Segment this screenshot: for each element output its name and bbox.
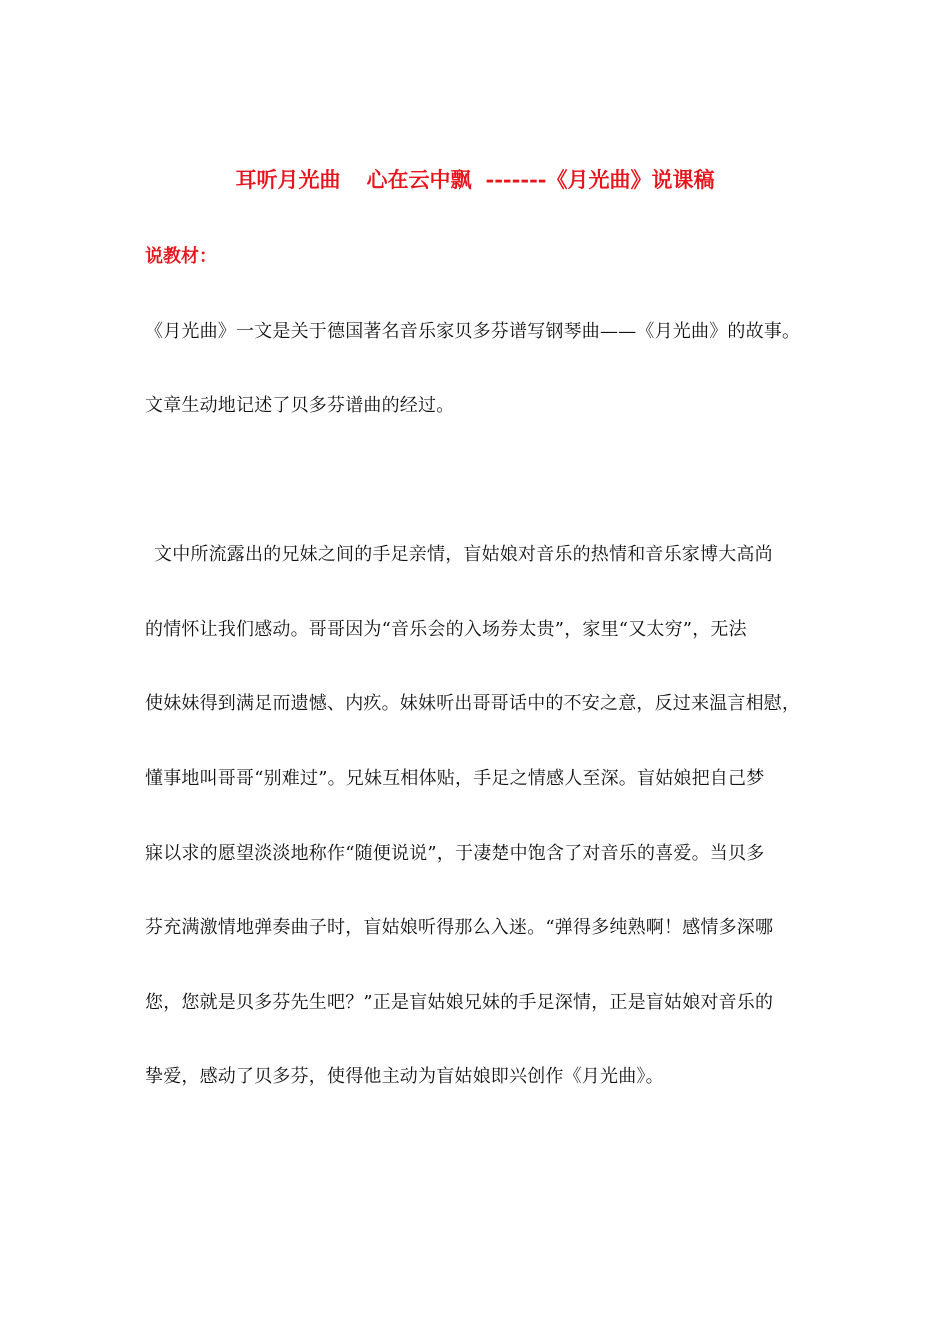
paragraph-2-line-2: 的情怀让我们感动。哥哥因为“音乐会的入场券太贵”，家里“又太穷”，无法 — [145, 619, 747, 640]
paragraph-2-line-3: 使妹妹得到满足而遗憾、内疚。妹妹听出哥哥话中的不安之意，反过来温言相慰， — [145, 693, 801, 714]
section-heading: 说教材： — [145, 246, 217, 267]
paragraph-2-line-6: 芬充满激情地弹奏曲子时，盲姑娘听得那么入迷。“弹得多纯熟啊！感情多深哪 — [145, 917, 774, 938]
title-part-2: 心在云中飘 — [366, 167, 472, 192]
title-part-3: 《月光曲》说课稿 — [546, 167, 715, 192]
title-part-1: 耳听月光曲 — [235, 167, 341, 192]
paragraph-1-line-1: 《月光曲》一文是关于德国著名音乐家贝多芬谱写钢琴曲——《月光曲》的故事。 — [145, 321, 801, 342]
title-dashes: ------- — [485, 167, 547, 192]
paragraph-2-line-4: 懂事地叫哥哥“别难过”。兄妹互相体贴，手足之情感人至深。盲姑娘把自己梦 — [145, 768, 765, 789]
paragraph-2-line-7: 您，您就是贝多芬先生吧？”正是盲姑娘兄妹的手足深情，正是盲姑娘对音乐的 — [145, 992, 774, 1013]
paragraph-2-line-8: 挚爱，感动了贝多芬，使得他主动为盲姑娘即兴创作《月光曲》。 — [145, 1066, 664, 1087]
document-title — [0, 164, 950, 196]
paragraph-2-line-5: 寐以求的愿望淡淡地称作“随便说说”，于凄楚中饱含了对音乐的喜爱。当贝多 — [145, 843, 765, 864]
paragraph-1-line-2: 文章生动地记述了贝多芬谱曲的经过。 — [145, 395, 455, 416]
paragraph-2-line-1: 文中所流露出的兄妹之间的手足亲情，盲姑娘对音乐的热情和音乐家博大高尚 — [154, 544, 773, 565]
